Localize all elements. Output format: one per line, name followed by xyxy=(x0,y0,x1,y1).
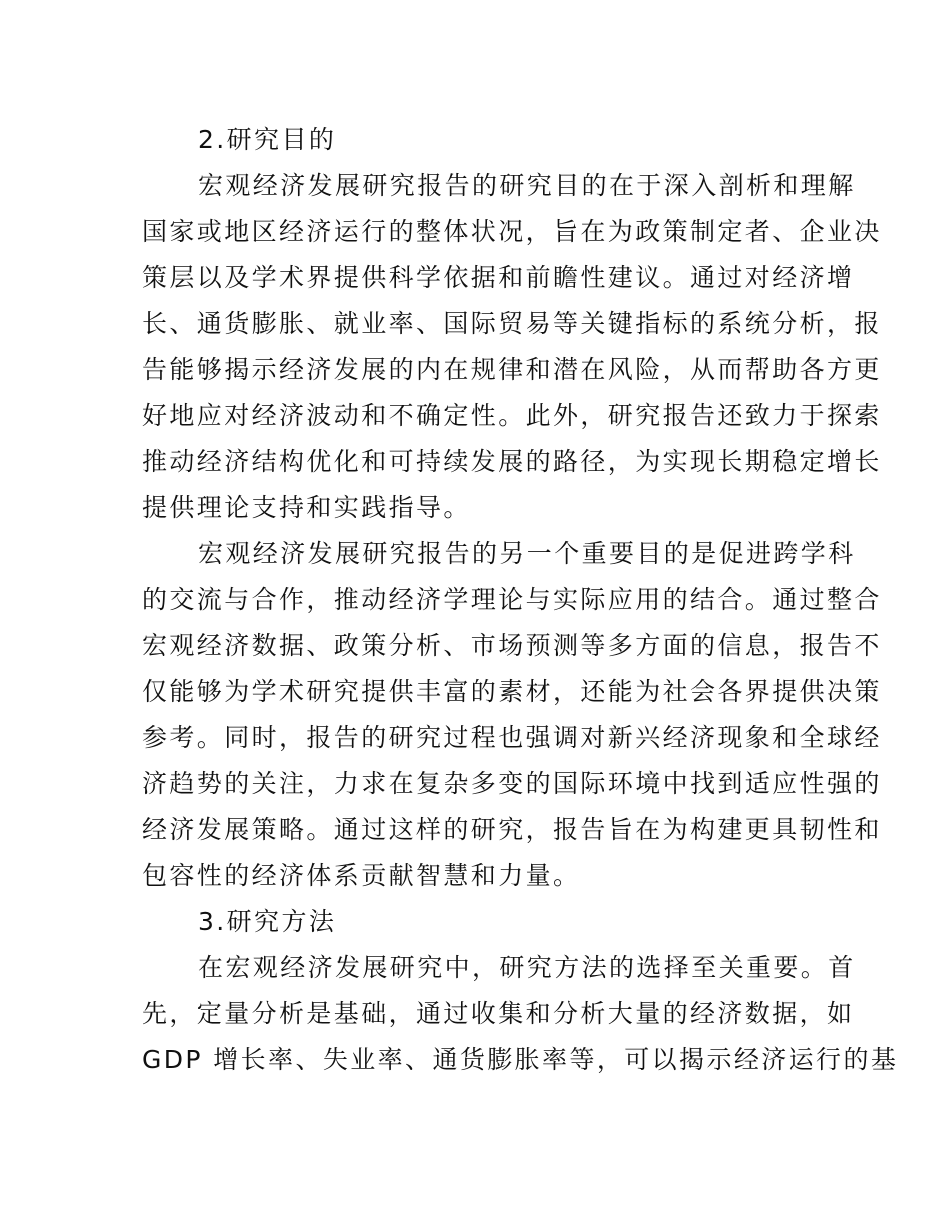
section-heading-methods: 3.研究方法 xyxy=(198,907,337,936)
text-line: 好地应对经济波动和不确定性。此外，研究报告还致力于探索 xyxy=(142,401,882,430)
text-line: 仅能够为学术研究提供丰富的素材，还能为社会各界提供决策 xyxy=(142,677,882,706)
text-line: 宏观经济数据、政策分析、市场预测等多方面的信息，报告不 xyxy=(142,631,882,660)
text-line: 济趋势的关注，力求在复杂多变的国际环境中找到适应性强的 xyxy=(142,769,882,798)
text-line: 国家或地区经济运行的整体状况，旨在为政策制定者、企业决 xyxy=(142,217,882,246)
text-line: 包容性的经济体系贡献智慧和力量。 xyxy=(142,861,581,890)
text-line: 提供理论支持和实践指导。 xyxy=(142,493,471,522)
text-line: 参考。同时，报告的研究过程也强调对新兴经济现象和全球经 xyxy=(142,723,882,752)
text-line: 经济发展策略。通过这样的研究，报告旨在为构建更具韧性和 xyxy=(142,815,882,844)
text-line: 长、通货膨胀、就业率、国际贸易等关键指标的系统分析，报 xyxy=(142,309,882,338)
text-line: 宏观经济发展研究报告的研究目的在于深入剖析和理解 xyxy=(198,171,856,200)
text-line: 策层以及学术界提供科学依据和前瞻性建议。通过对经济增 xyxy=(142,263,855,292)
text-line: 的交流与合作，推动经济学理论与实际应用的结合。通过整合 xyxy=(142,585,882,614)
text-line: 先，定量分析是基础，通过收集和分析大量的经济数据，如 xyxy=(142,999,855,1028)
text-line: GDP 增长率、失业率、通货膨胀率等，可以揭示经济运行的基 xyxy=(142,1045,899,1074)
text-line: 告能够揭示经济发展的内在规律和潜在风险，从而帮助各方更 xyxy=(142,355,882,384)
section-heading-purpose: 2.研究目的 xyxy=(198,125,337,154)
text-line: 推动经济结构优化和可持续发展的路径，为实现长期稳定增长 xyxy=(142,447,882,476)
text-line: 宏观经济发展研究报告的另一个重要目的是促进跨学科 xyxy=(198,539,856,568)
text-line: 在宏观经济发展研究中，研究方法的选择至关重要。首 xyxy=(198,953,856,982)
